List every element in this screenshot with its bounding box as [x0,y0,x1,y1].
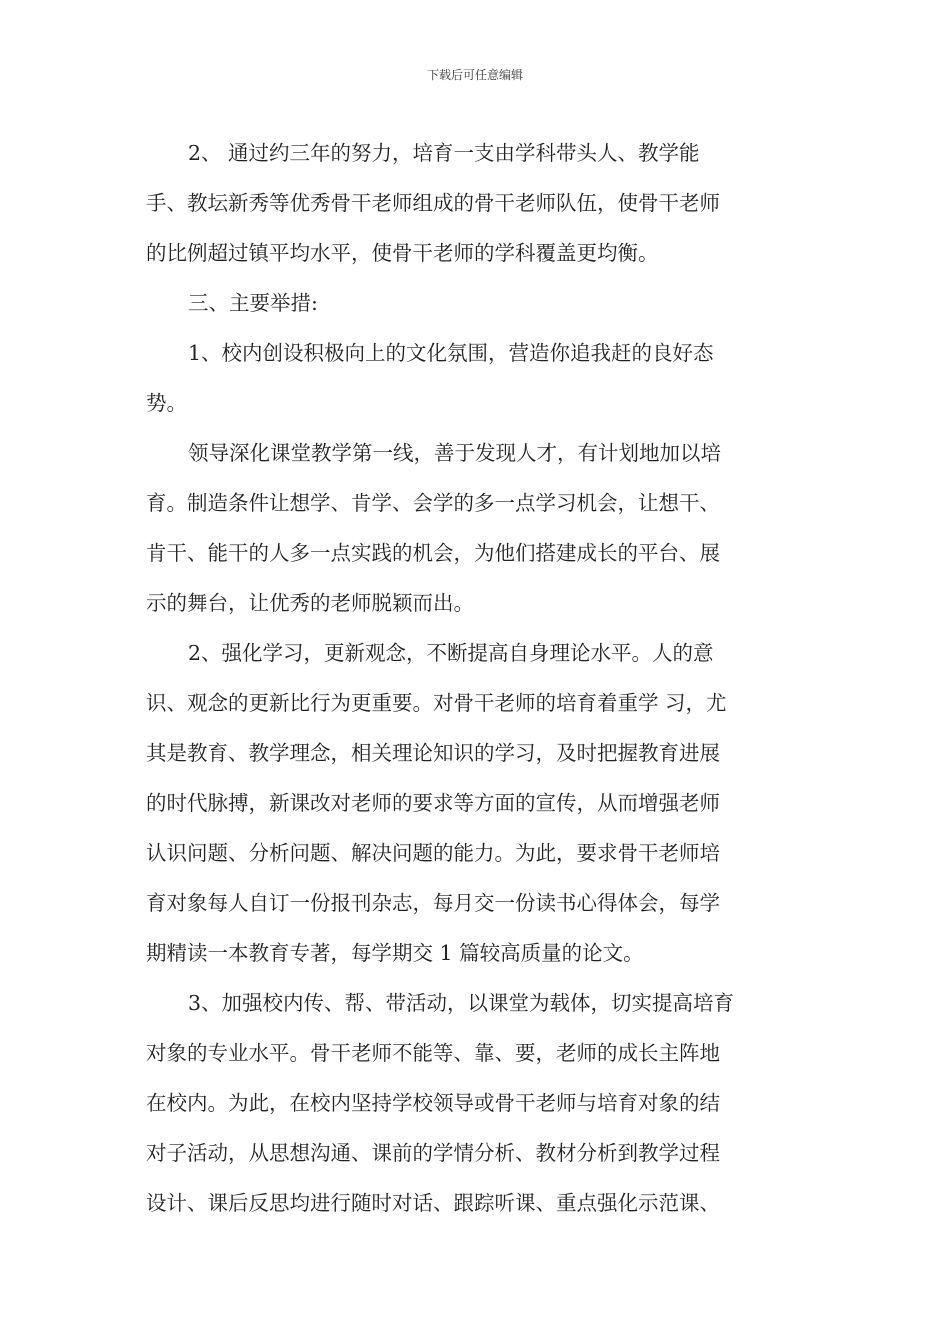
text-line: 对象的专业水平。骨干老师不能等、靠、要，老师的成长主阵地 [146,1041,720,1065]
text-line: 2、强化学习，更新观念，不断提高自身理论水平。人的意 [188,641,714,665]
text-line: 1、校内创设积极向上的文化氛围，营造你追我赶的良好态 [188,341,714,365]
text-line: 的时代脉搏，新课改对老师的要求等方面的宣传，从而增强老师 [146,791,720,815]
text-line: 育。制造条件让想学、肯学、会学的多一点学习机会，让想干、 [146,491,720,515]
text-line: 期精读一本教育专著，每学期交 1 篇较高质量的论文。 [146,941,644,965]
text-line: 手、教坛新秀等优秀骨干老师组成的骨干老师队伍，使骨干老师 [146,191,720,215]
text-line: 认识问题、分析问题、解决问题的能力。为此，要求骨干老师培 [146,841,720,865]
text-line: 示的舞台，让优秀的老师脱颖而出。 [146,591,474,615]
text-line: 势。 [146,391,187,415]
text-line: 在校内。为此，在校内坚持学校领导或骨干老师与培育对象的结 [146,1091,720,1115]
document-body [146,128,806,1228]
text-line: 育对象每人自订一份报刊杂志，每月交一份读书心得体会，每学 [146,891,720,915]
page-header: 下载后可任意编辑 [426,68,523,82]
text-line: 其是教育、教学理念，相关理论知识的学习，及时把握教育进展 [146,741,720,765]
text-line: 肯干、能干的人多一点实践的机会，为他们搭建成长的平台、展 [146,541,720,565]
text-line: 3、加强校内传、帮、带活动，以课堂为载体，切实提高培育 [188,991,735,1015]
text-line: 领导深化课堂教学第一线，善于发现人才，有计划地加以培 [188,441,721,465]
text-line: 的比例超过镇平均水平，使骨干老师的学科覆盖更均衡。 [146,241,659,265]
text-line: 识、观念的更新比行为更重要。对骨干老师的培育着重学 习，尤 [146,691,727,715]
text-line: 对子活动，从思想沟通、课前的学情分析、教材分析到教学过程 [146,1141,720,1165]
text-line: 2、 通过约三年的努力，培育一支由学科带头人、教学能 [188,141,700,165]
text-line: 设计、课后反思均进行随时对话、跟踪听课、重点强化示范课、 [146,1191,720,1215]
section-heading: 三、主要举措: [188,291,318,315]
